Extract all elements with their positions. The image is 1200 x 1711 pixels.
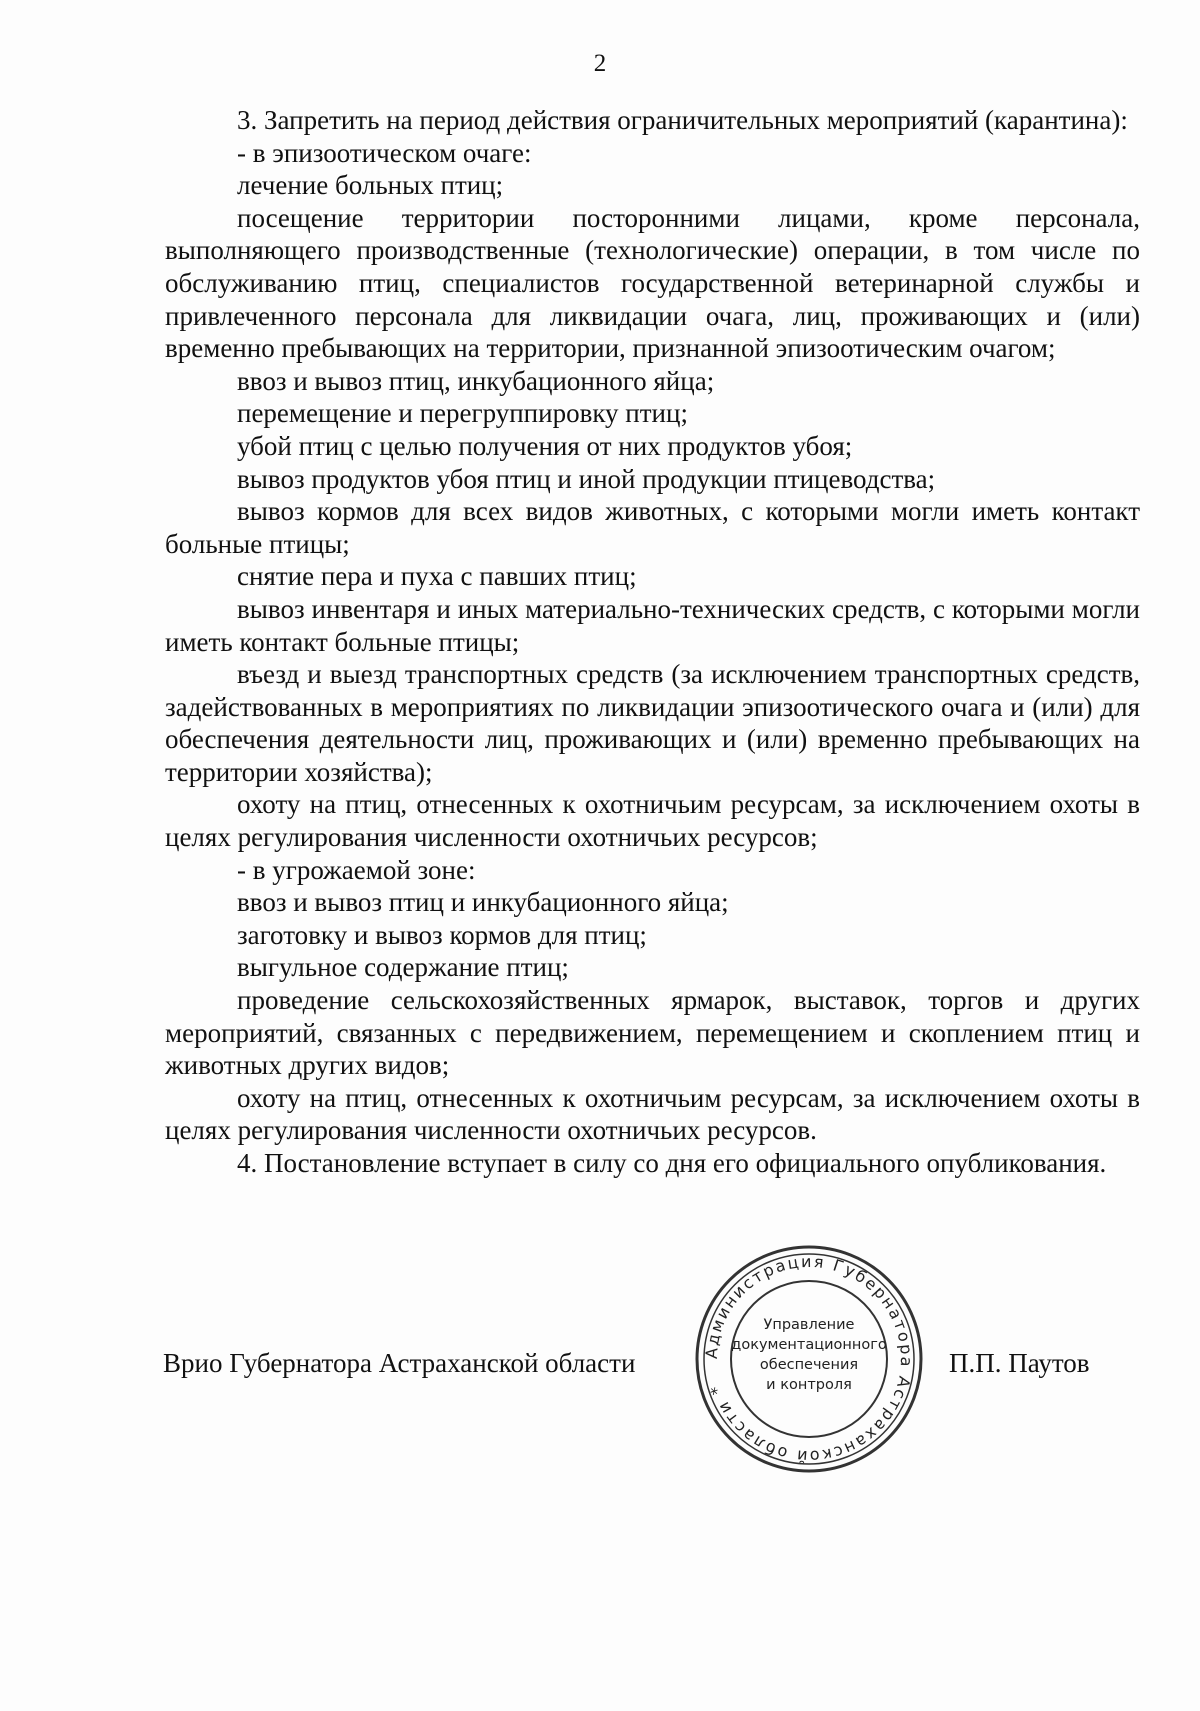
paragraph: ввоз и вывоз птиц, инкубационного яйца; — [237, 365, 715, 396]
paragraph: снятие пера и пуха с павших птиц; — [237, 561, 637, 592]
paragraph: вывоз продуктов убоя птиц и иной продукции птицеводства; — [237, 463, 936, 494]
paragraph: вывоз инвентаря и иных материально-технических средств, с которыми могли иметь контакт больные птицы; — [165, 593, 1140, 657]
paragraph: 3. Запретить на период действия ограничительных мероприятий (карантина): — [237, 105, 1128, 135]
page-number: 2 — [593, 50, 607, 77]
document-body — [165, 104, 1140, 1180]
stamp-line-3: обеспечения — [759, 1357, 859, 1373]
stamp-line-2: документационного — [731, 1337, 887, 1353]
paragraph: выгульное содержание птиц; — [237, 952, 569, 983]
signatory-position: Врио Губернатора Астраханской области — [163, 1348, 636, 1378]
paragraph: посещение территории посторонними лицами, кроме персонала, выполняющего производственные (технологические) операции, в том числе по обслуживанию птиц, специалистов государственной ветеринарной службы и привлеченного персонала для ликвидации очага, лиц, проживающих и (или) временно пребывающих на территории, признанной эпизоотическим очагом; — [165, 202, 1140, 364]
paragraph: охоту на птиц, отнесенных к охотничьим ресурсам, за исключением охоты в целях регулирования численности охотничьих ресурсов; — [165, 789, 1140, 853]
paragraph: ввоз и вывоз птиц и инкубационного яйца; — [237, 887, 729, 918]
paragraph: - в эпизоотическом очаге: — [237, 137, 532, 168]
stamp-ring-text: Администрация Губернатора Астраханской области * — [701, 1251, 917, 1467]
paragraph: лечение больных птиц; — [237, 170, 504, 201]
paragraph: перемещение и перегруппировку птиц; — [237, 398, 688, 429]
paragraph: охоту на птиц, отнесенных к охотничьим ресурсам, за исключением охоты в целях регулирования численности охотничьих ресурсов. — [165, 1082, 1140, 1146]
paragraph: вывоз кормов для всех видов животных, с которыми могли иметь контакт больные птицы; — [165, 496, 1140, 559]
paragraph: заготовку и вывоз кормов для птиц; — [237, 919, 647, 950]
paragraph: проведение сельскохозяйственных ярмарок, выставок, торгов и других мероприятий, связанных с передвижением, перемещением и скоплением птиц и животных других видов; — [165, 985, 1140, 1081]
stamp-line-1: Управление — [763, 1317, 855, 1333]
paragraph: - в угрожаемой зоне: — [237, 854, 476, 885]
paragraph: 4. Постановление вступает в силу со дня его официального опубликования. — [237, 1148, 1107, 1178]
paragraph: въезд и выезд транспортных средств (за исключением транспортных средств, задействованных в мероприятиях по ликвидации эпизоотического очага и (или) для обеспечения деятельности лиц, проживающих и (или) временно пребывающих на территории хозяйства); — [165, 659, 1140, 787]
official-stamp — [693, 1243, 925, 1475]
stamp-line-4: и контроля — [766, 1377, 852, 1393]
signatory-name: П.П. Паутов — [949, 1348, 1090, 1378]
paragraph: убой птиц с целью получения от них продуктов убоя; — [237, 430, 853, 461]
